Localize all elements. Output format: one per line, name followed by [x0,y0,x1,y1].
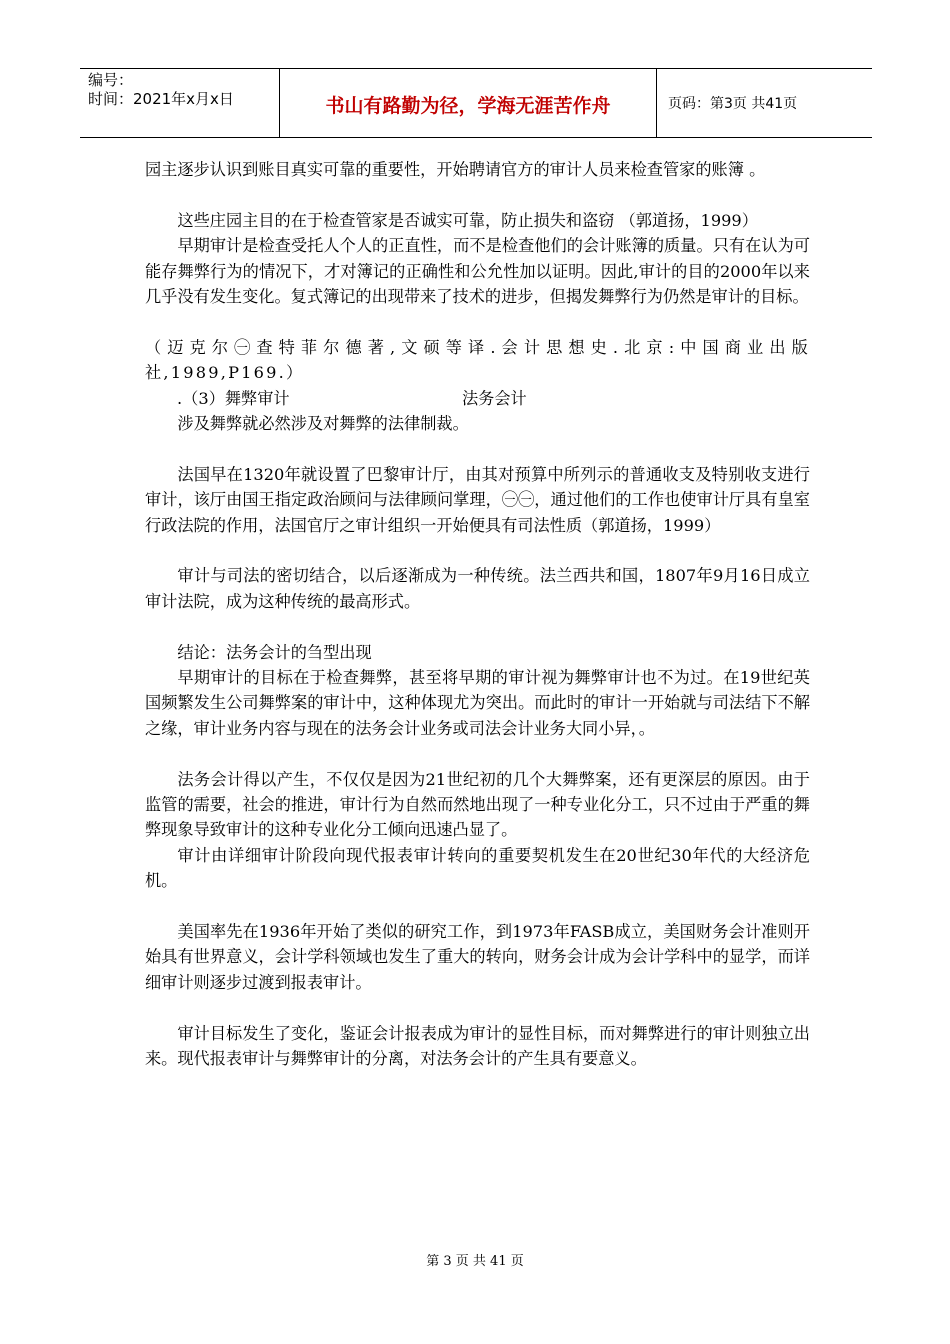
section-heading-row [145,386,810,411]
header-divider [656,69,657,137]
paragraph: 早期审计的目标在于检查舞弊，甚至将早期的审计视为舞弊审计也不为过。在19世纪英国频繁发生公司舞弊案的审计中，这种体现尤为突出。而此时的审计一开始就与司法结下不解之缘，审计业务内容与现在的法务会计业务或司法会计业务大同小异，。 [145,668,810,738]
paragraph: 这些庄园主目的在于检查管家是否诚实可靠，防止损失和盗窃 （郭道扬，1999） [177,210,758,230]
header-page-number: 页码：第3页 共41页 [668,96,798,112]
page-footer: 第 3 页 共 41 页 [426,1254,524,1269]
paragraph: 法务会计得以产生，不仅仅是因为21世纪初的几个大舞弊案，还有更深层的原因。由于监管的需要，社会的推进，审计行为自然而然地出现了一种专业化分工，只不过由于严重的舞弊现象导致审计的这种专业化分工倾向迅速凸显了。 [145,769,810,840]
paragraph: 涉及舞弊就必然涉及对舞弊的法律制裁。 [177,414,469,434]
conclusion-heading: 结论：法务会计的刍型出现 [177,642,372,662]
paragraph: 园主逐步认识到账目真实可靠的重要性，开始聘请官方的审计人员来检查管家的账簿 。 [145,160,766,179]
section-heading-fraud-audit: .（3）舞弊审计 [177,388,290,408]
paragraph: 审计与司法的密切结合，以后逐渐成为一种传统。法兰西共和国，1807年9月16日成立审计法院，成为这种传统的最高形式。 [145,566,810,611]
document-number: 编号： [88,71,134,89]
document-date: 时间：2021年x月x日 [88,90,234,108]
header-motto: 书山有路勤为径，学海无涯苦作舟 [325,95,611,117]
citation: （迈克尔㊀查特菲尔德著,文硕等译.会计思想史.北京:中国商业出版社,1989,P169.） [145,337,810,383]
paragraph: 美国率先在1936年开始了类似的研究工作，到1973年FASB成立，美国财务会计准则开始具有世界意义，会计学科领域也发生了重大的转向，财务会计成为会计学科中的显学，而详细审计则逐步过渡到报表审计。 [145,922,810,992]
header-meta [88,71,234,109]
document-body [145,157,810,1072]
paragraph: 法国早在1320年就设置了巴黎审计厅，由其对预算中所列示的普通收支及特别收支进行审计，该厅由国王指定政治顾问与法律顾问掌理，㊀㊀，通过他们的工作也使审计厅具有皇室行政法院的作用，法国官厅之审计组织一开始便具有司法性质（郭道扬，1999） [145,464,810,535]
section-heading-forensic-accounting: 法务会计 [462,388,527,408]
page-header [80,68,872,138]
paragraph: 早期审计是检查受托人个人的正直性，而不是检查他们的会计账簿的质量。只有在认为可能存舞弊行为的情况下，才对簿记的正确性和公允性加以证明。因此,审计的目的2000年以来几乎没有发生变化。复式簿记的出现带来了技术的进步，但揭发舞弊行为仍然是审计的目标。 [145,236,810,307]
paragraph: 审计目标发生了变化，鉴证会计报表成为审计的显性目标，而对舞弊进行的审计则独立出来。现代报表审计与舞弊审计的分离，对法务会计的产生具有要意义。 [145,1023,810,1069]
paragraph: 审计由详细审计阶段向现代报表审计转向的重要契机发生在20世纪30年代的大经济危机。 [145,845,810,891]
